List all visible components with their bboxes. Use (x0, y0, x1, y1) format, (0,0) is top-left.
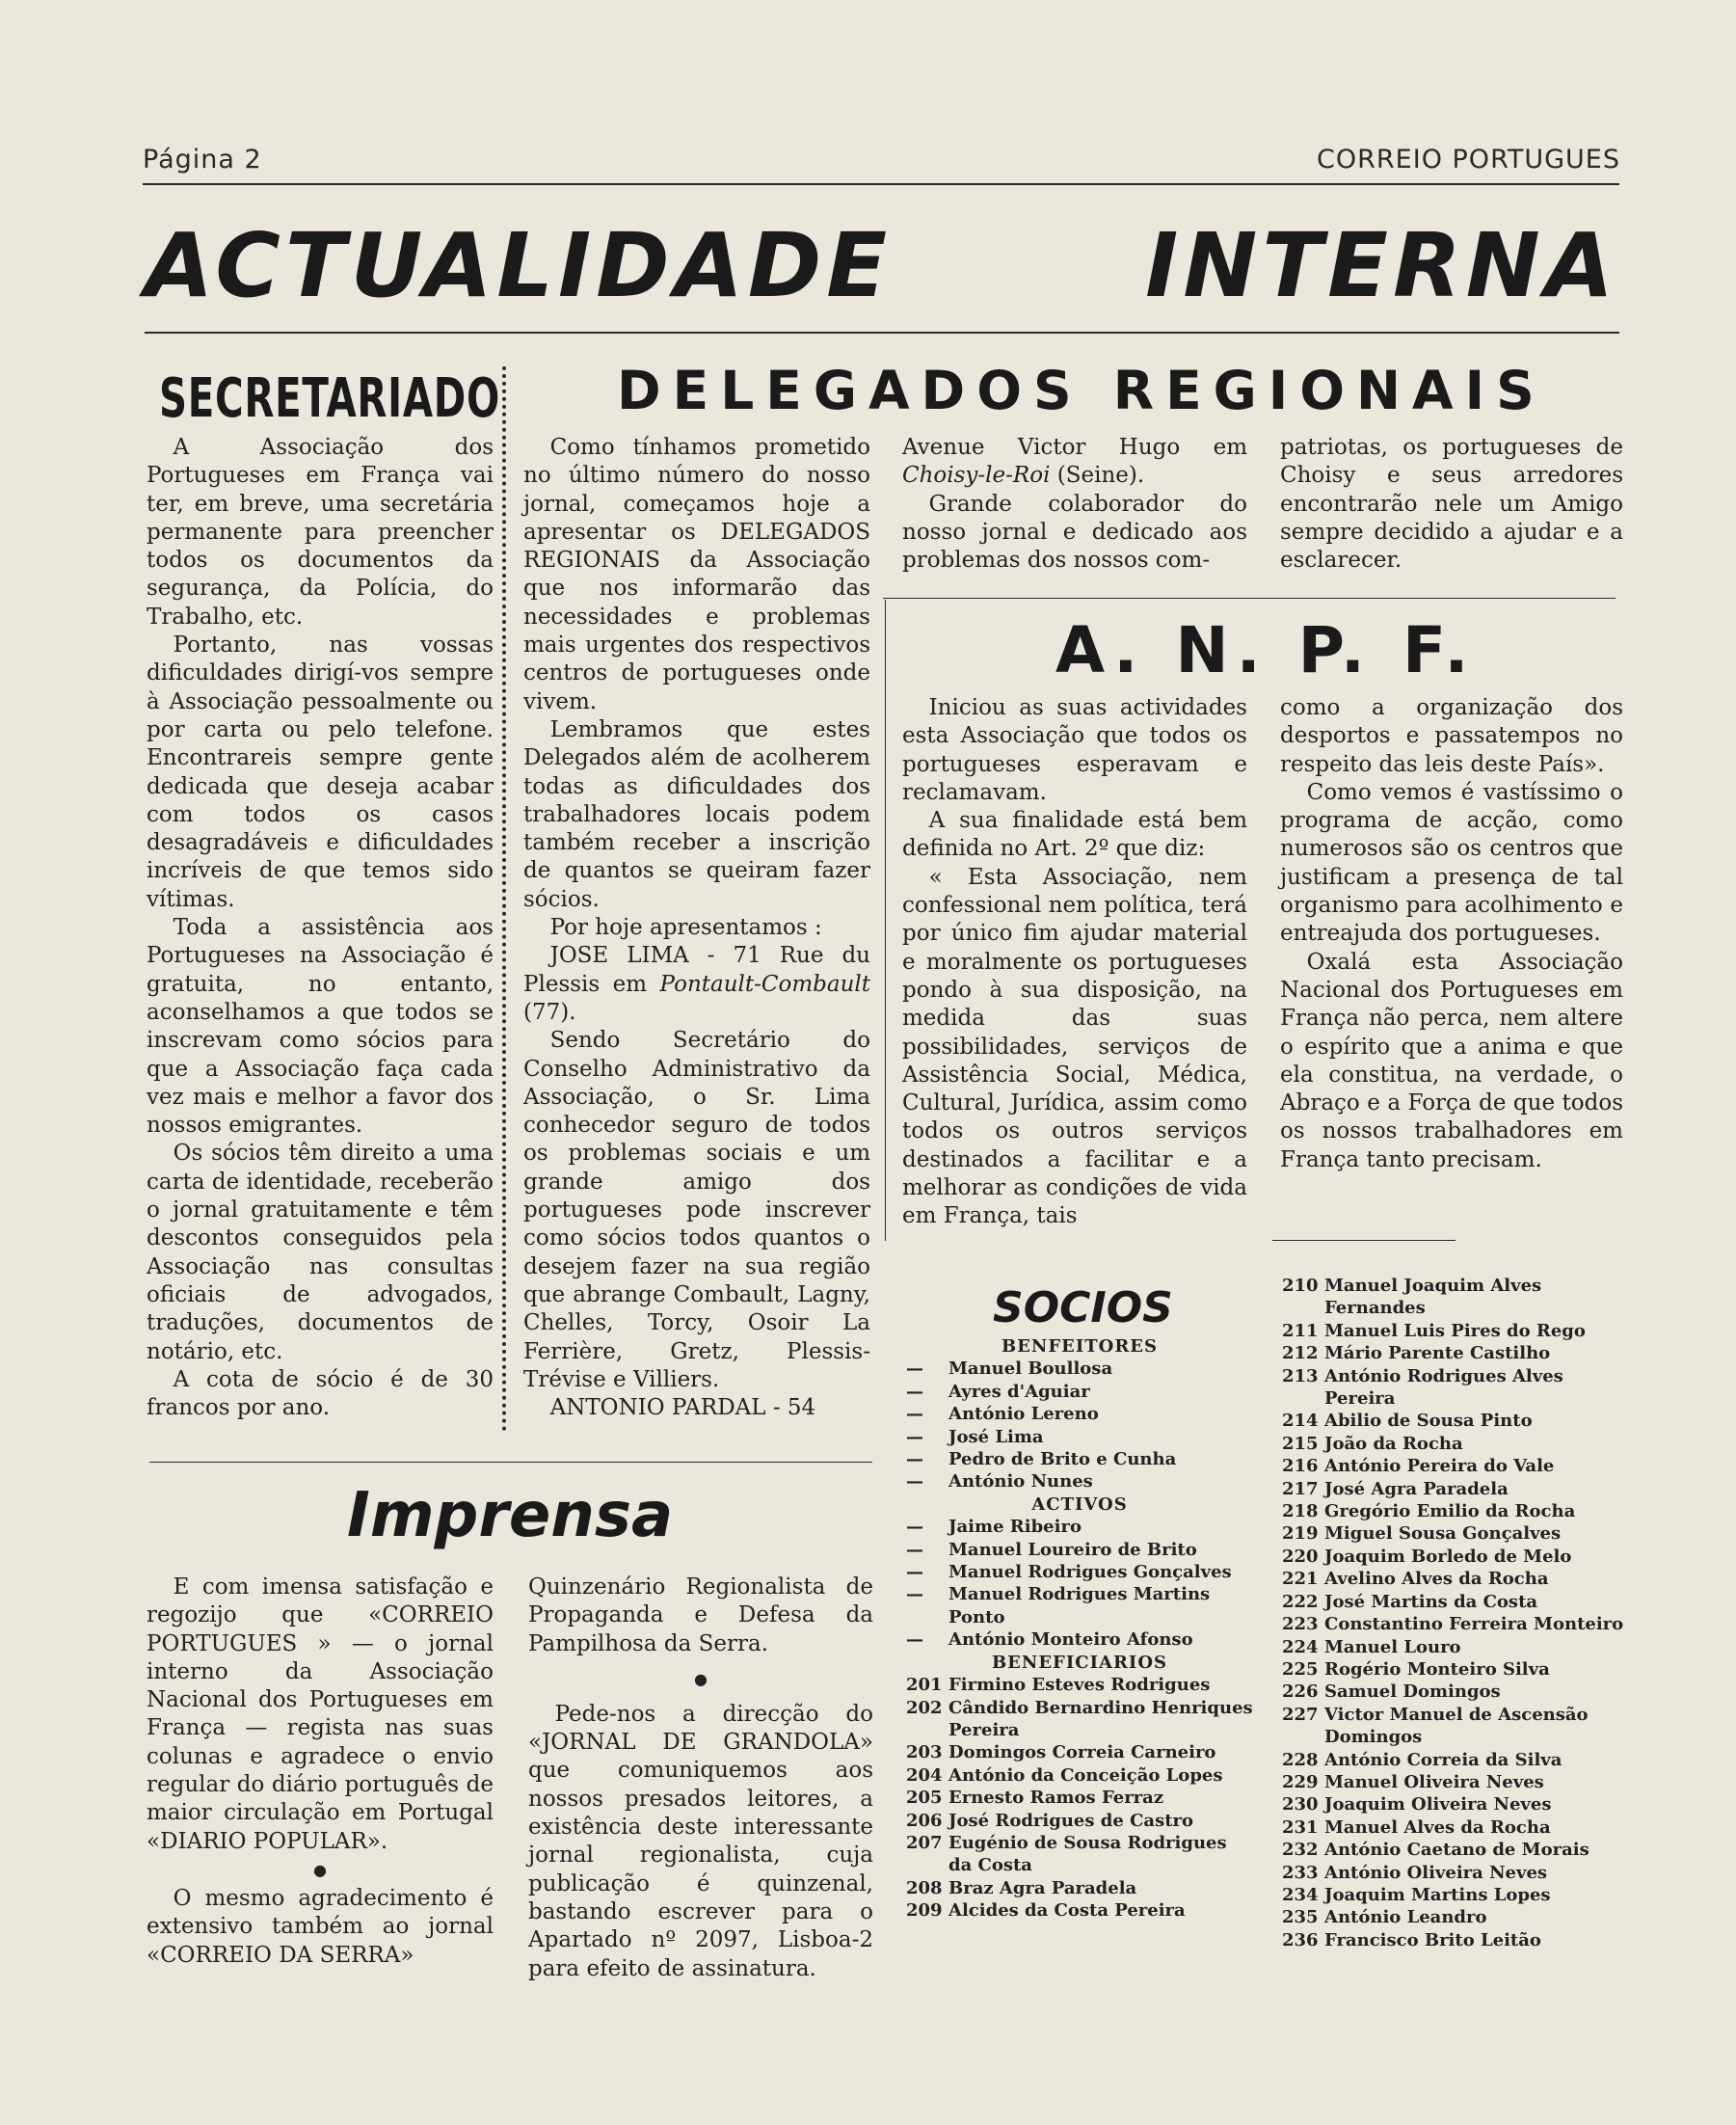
member-name: Manuel Alves da Rocha (1324, 1816, 1551, 1838)
secretariado-paragraph: Toda a assistência aos Portugueses na Associação é gratuita, no entanto, aconselhamos a que todos se inscrevam como sócios para que a Associação faça cada vez mais e melhor a favor dos nossos emigrantes. (147, 915, 494, 1139)
member-name: Ayres d'Aguiar (948, 1381, 1090, 1402)
member-row (906, 1787, 1253, 1809)
member-number: — (906, 1381, 923, 1402)
member-number: — (906, 1404, 923, 1425)
member-number: — (906, 1426, 923, 1447)
member-number: — (906, 1517, 923, 1538)
member-name: Constantino Ferreira Monteiro (1324, 1614, 1624, 1635)
member-name: José Rodrigues de Castro (948, 1810, 1194, 1831)
member-name: António Leandro (1324, 1907, 1487, 1928)
anpf-heading: A. N. P. F. (1055, 613, 1477, 687)
member-name: José Lima (948, 1426, 1044, 1447)
member-number: 229 (1282, 1771, 1319, 1792)
delegados-bottom-rule (883, 598, 1616, 599)
column-separator (502, 366, 506, 1432)
anpf-paragraph: Oxalá esta Associação Nacional dos Portugueses em França não perca, nem altere o espírito que a anima e que ela constitua, na verdade, o Abraço e a Força de que todos os nossos trabalhadores em França tanto precisam. (1280, 949, 1623, 1172)
delegate-address: JOSE LIMA - 71 Rue du Plessis em (523, 943, 870, 997)
member-name: Joaquim Martins Lopes (1324, 1884, 1551, 1905)
member-row (1282, 1793, 1629, 1816)
member-row (1282, 1320, 1629, 1342)
delegados-column-1 (523, 434, 870, 1422)
member-number: 205 (906, 1788, 943, 1809)
member-row (906, 1403, 1253, 1425)
member-number: 204 (906, 1764, 943, 1786)
member-name: Braz Agra Paradela (948, 1877, 1137, 1898)
member-row (1282, 1546, 1629, 1568)
member-row (1282, 1568, 1629, 1590)
delegados-paragraph (523, 942, 870, 1027)
member-name: António Lereno (948, 1404, 1099, 1425)
anpf-paragraph: Como vemos é vastíssimo o programa de acção, como numerosos são os centros que justificam a presença de tal organismo para acolhimento e entreajuda dos portugueses. (1280, 779, 1623, 947)
delegados-paragraph: Como tínhamos prometido no último número do nosso jornal, começamos hoje a apresentar os DELEGADOS REGIONAIS da Associação que nos informarão das necessidades e problemas mais urgentes dos respectivos centros de portugueses onde vivem. (523, 435, 870, 714)
member-row (906, 1448, 1253, 1470)
member-name: Domingos Correia Carneiro (948, 1742, 1216, 1763)
member-name: Gregório Emilio da Rocha (1324, 1501, 1576, 1522)
secretariado-heading: SECRETARIADO (159, 367, 500, 430)
member-row (1282, 1929, 1629, 1951)
member-name: Samuel Domingos (1324, 1681, 1501, 1703)
imprensa-column-1 (147, 1574, 494, 1970)
anpf-paragraph: « Esta Associação, nem confessional nem política, terá por único fim ajudar material e moralmente os portugueses pondo à sua disposição, na medida das suas possibilidades, serviços de Assistência Social, Médica, Cultural, Jurídica, assim como todos os outros serviços destinados a facilitar e a melhorar as condições de vida em França, tais (902, 864, 1247, 1229)
delegados-column-2 (902, 434, 1247, 575)
member-row (1282, 1342, 1629, 1364)
member-name: Cândido Bernardino Henriques Pereira (948, 1697, 1253, 1740)
member-number: 207 (906, 1832, 943, 1853)
member-row (1282, 1771, 1629, 1793)
member-row (906, 1561, 1253, 1583)
title-actualidade: ACTUALIDADE (145, 214, 893, 317)
member-name: Rogério Monteiro Silva (1324, 1658, 1550, 1680)
member-row (1282, 1681, 1629, 1703)
member-number: 202 (906, 1697, 943, 1718)
delegate-department: (77). (523, 999, 576, 1025)
member-number: — (906, 1562, 923, 1583)
member-number: 226 (1282, 1681, 1319, 1703)
member-number: 206 (906, 1810, 943, 1831)
member-name: João da Rocha (1324, 1433, 1463, 1454)
member-name: Manuel Joaquim Alves Fernandes (1324, 1276, 1542, 1319)
delegados-paragraph: Grande colaborador do nosso jornal e dedicado aos problemas dos nossos com- (902, 491, 1247, 574)
member-name: Manuel Rodrigues Gonçalves (948, 1562, 1232, 1583)
delegados-paragraph: ANTONIO PARDAL - 54 (549, 1395, 816, 1421)
member-number: 218 (1282, 1501, 1319, 1522)
member-number: 221 (1282, 1569, 1319, 1590)
secretariado-paragraph: Os sócios têm direito a uma carta de identidade, receberão o jornal gratuitamente e têm descontos conseguidos pela Associação nas consultas oficiais de advogados, traduções, documentos de notário, etc. (147, 1141, 494, 1364)
member-row (906, 1470, 1253, 1493)
member-row (1282, 1636, 1629, 1658)
member-row (1282, 1704, 1629, 1749)
member-row (1282, 1658, 1629, 1681)
imprensa-paragraph: Quinzenário Regionalista de Propaganda e Defesa da Pampilhosa da Serra. (528, 1574, 873, 1656)
member-number: — (906, 1629, 923, 1651)
member-name: António Correia da Silva (1324, 1749, 1562, 1770)
member-row (1282, 1455, 1629, 1477)
newspaper-name: CORREIO PORTUGUES (1317, 145, 1620, 175)
member-number: 235 (1282, 1907, 1319, 1928)
imprensa-top-rule (149, 1462, 872, 1463)
benfeitores-list (906, 1358, 1253, 1493)
secretariado-paragraph: Portanto, nas vossas dificuldades dirigí-vos sempre à Associação pessoalmente ou por carta ou pelo telefone. Encontrareis sempre gente dedicada que deseja acabar com todos os casos desagradáveis e dificuldades incríveis de que temos sido vítimas. (147, 632, 494, 912)
member-row (906, 1583, 1253, 1628)
page-number: Página 2 (143, 145, 262, 175)
member-number: 209 (906, 1900, 943, 1922)
member-number: 228 (1282, 1749, 1319, 1770)
bullet: ● (313, 1860, 327, 1879)
member-name: Victor Manuel de Ascensão Domingos (1324, 1704, 1589, 1748)
delegate-department: (Seine). (1056, 463, 1145, 489)
member-row (906, 1516, 1253, 1538)
member-row (1282, 1884, 1629, 1906)
beneficiarios-label: BENEFICIARIOS (991, 1652, 1168, 1673)
member-number: 210 (1282, 1276, 1319, 1296)
secretariado-paragraph: A cota de sócio é de 30 francos por ano. (147, 1366, 494, 1421)
member-number: 201 (906, 1675, 943, 1696)
member-number: 219 (1282, 1523, 1319, 1545)
member-name: Abilio de Sousa Pinto (1324, 1411, 1533, 1432)
member-number: 212 (1282, 1343, 1319, 1364)
delegados-paragraph: Lembramos que estes Delegados além de acolherem todas as dificuldades dos trabalhadores locais podem também receber a inscrição de quantos se queiram fazer sócios. (523, 716, 870, 912)
member-number: — (906, 1471, 923, 1493)
imprensa-paragraph: Pede-nos a direcção do «JORNAL DE GRANDOLA» que comuniquemos aos nossos presados leitores, a existência deste interessante jornal regionalista, cuja publicação é quinzenal, bastando escrever para o Apartado nº 2097, Lisboa-2 para efeito de assinatura. (528, 1701, 873, 1981)
member-row (1282, 1816, 1629, 1839)
member-name: Manuel Luis Pires do Rego (1324, 1320, 1586, 1341)
activos-list (906, 1516, 1253, 1651)
member-name: Manuel Rodrigues Martins Ponto (948, 1584, 1211, 1627)
anpf-left-rule (885, 600, 886, 1241)
member-row (906, 1381, 1253, 1403)
member-name: Joaquim Oliveira Neves (1324, 1794, 1552, 1816)
member-row (1282, 1749, 1629, 1771)
member-name: António Caetano de Morais (1324, 1840, 1589, 1861)
member-number: 208 (906, 1877, 943, 1898)
member-number: — (906, 1449, 923, 1470)
delegados-paragraph: Por hoje apresentamos : (549, 915, 822, 941)
member-row (1282, 1906, 1629, 1928)
member-name: Manuel Louro (1324, 1636, 1461, 1657)
member-name: Manuel Loureiro de Brito (948, 1539, 1197, 1560)
member-number: — (906, 1539, 923, 1560)
member-number: 214 (1282, 1411, 1319, 1432)
delegate-address: Avenue Victor Hugo em (902, 435, 1247, 460)
member-row (1282, 1433, 1629, 1455)
socios-right-list (1282, 1275, 1629, 1951)
member-row (906, 1628, 1253, 1651)
member-number: 225 (1282, 1658, 1319, 1680)
member-number: 222 (1282, 1591, 1319, 1612)
member-name: António Oliveira Neves (1324, 1862, 1548, 1883)
member-row (906, 1426, 1253, 1448)
member-name: Miguel Sousa Gonçalves (1324, 1523, 1562, 1545)
member-name: António Rodrigues Alves Pereira (1324, 1365, 1563, 1410)
member-row (1282, 1275, 1629, 1320)
beneficiarios-list-continued (1282, 1275, 1629, 1951)
bullet: ● (694, 1669, 708, 1688)
member-row (906, 1358, 1253, 1380)
member-row (906, 1832, 1253, 1877)
member-row (906, 1697, 1253, 1742)
socios-heading: SOCIOS (993, 1283, 1173, 1332)
member-name: Manuel Oliveira Neves (1324, 1771, 1544, 1792)
member-number: 234 (1282, 1884, 1319, 1905)
benfeitores-label: BENFEITORES (1001, 1336, 1159, 1357)
anpf-bottom-rule (1272, 1240, 1456, 1241)
delegados-column-3 (1280, 434, 1623, 575)
member-row (1282, 1839, 1629, 1861)
anpf-paragraph: Iniciou as suas actividades esta Associação que todos os portugueses esperavam e reclamavam. (902, 695, 1247, 805)
member-row (906, 1674, 1253, 1696)
member-name: Avelino Alves da Rocha (1324, 1569, 1549, 1590)
member-row (906, 1764, 1253, 1787)
secretariado-paragraph: A Associação dos Portugueses em França vai ter, em breve, uma secretária permanente para preencher todos os documentos da segurança, da Polícia, do Trabalho, etc. (147, 435, 494, 630)
member-row (1282, 1862, 1629, 1884)
member-row (906, 1899, 1253, 1922)
member-row (1282, 1410, 1629, 1432)
member-name: Ernesto Ramos Ferraz (948, 1788, 1164, 1809)
member-name: Alcides da Costa Pereira (948, 1900, 1186, 1922)
secretariado-body (147, 434, 494, 1422)
delegados-paragraph: Sendo Secretário do Conselho Administrativo da Associação, o Sr. Lima conhecedor seguro de todos os problemas sociais e um grande amigo dos portugueses pode inscrever como sócios todos quantos o desejem fazer na sua região que abrange Combault, Lagny, Chelles, Torcy, Osoir La Ferrière, Gretz, Plessis-Trévise e Villiers. (523, 1028, 870, 1392)
member-name: António Pereira do Vale (1324, 1456, 1555, 1477)
member-row (1282, 1478, 1629, 1500)
member-number: 231 (1282, 1816, 1319, 1838)
delegados-paragraph: patriotas, os portugueses de Choisy e seus arredores encontrarão nele um Amigo sempre decidido a ajudar e a esclarecer. (1280, 435, 1623, 574)
member-name: Jaime Ribeiro (948, 1517, 1082, 1538)
delegate-town: Pontault-Combault (659, 971, 870, 997)
anpf-paragraph: como a organização dos desportos e passatempos no respeito das leis deste País». (1280, 695, 1623, 777)
beneficiarios-list (906, 1674, 1253, 1922)
member-row (906, 1539, 1253, 1561)
member-number: — (906, 1358, 923, 1380)
member-number: 215 (1282, 1433, 1319, 1454)
member-number: 220 (1282, 1546, 1319, 1567)
imprensa-paragraph: E com imensa satisfação e regozijo que «CORREIO PORTUGUES » — o jornal interno da Associação Nacional dos Portugueses em França — regista nas suas colunas e agradece o envio regular do diário português de maior circulação em Portugal «DIARIO POPULAR». (147, 1574, 494, 1854)
delegados-paragraph (902, 434, 1247, 491)
member-number: 217 (1282, 1478, 1319, 1499)
member-number: 211 (1282, 1320, 1319, 1341)
member-name: António da Conceição Lopes (948, 1764, 1223, 1786)
imprensa-heading: Imprensa (347, 1480, 674, 1551)
member-name: José Martins da Costa (1324, 1591, 1538, 1612)
member-name: José Agra Paradela (1324, 1478, 1509, 1499)
member-row (1282, 1613, 1629, 1635)
anpf-column-2 (1280, 694, 1623, 1174)
imprensa-paragraph: O mesmo agradecimento é extensivo também ao jornal «CORREIO DA SERRA» (147, 1885, 494, 1968)
member-row (906, 1810, 1253, 1832)
member-number: 224 (1282, 1636, 1319, 1657)
member-name: Firmino Esteves Rodrigues (948, 1675, 1211, 1696)
delegados-heading: DELEGADOS REGIONAIS (617, 360, 1546, 421)
member-name: Eugénio de Sousa Rodrigues da Costa (948, 1832, 1227, 1876)
member-number: 236 (1282, 1929, 1319, 1950)
member-name: Manuel Boullosa (948, 1358, 1113, 1380)
member-number: 233 (1282, 1862, 1319, 1883)
imprensa-column-2 (528, 1574, 873, 1983)
member-row (1282, 1591, 1629, 1613)
member-name: António Nunes (948, 1471, 1093, 1493)
anpf-column-1 (902, 694, 1247, 1231)
title-interna: INTERNA (1145, 214, 1618, 317)
member-row (1282, 1365, 1629, 1411)
member-name: Francisco Brito Leitão (1324, 1929, 1541, 1950)
member-row (906, 1741, 1253, 1763)
socios-left-list (906, 1335, 1253, 1923)
member-number: 213 (1282, 1365, 1319, 1386)
member-number: 230 (1282, 1794, 1319, 1816)
member-number: — (906, 1584, 923, 1605)
member-number: 227 (1282, 1704, 1319, 1725)
member-number: 223 (1282, 1614, 1319, 1635)
member-name: António Monteiro Afonso (948, 1629, 1193, 1651)
header-rule (143, 183, 1619, 185)
activos-label: ACTIVOS (1031, 1493, 1128, 1515)
member-name: Pedro de Brito e Cunha (948, 1449, 1177, 1470)
member-row (906, 1877, 1253, 1899)
member-number: 216 (1282, 1456, 1319, 1477)
anpf-paragraph: A sua finalidade está bem definida no Art. 2º que diz: (902, 808, 1247, 862)
member-number: 232 (1282, 1840, 1319, 1861)
member-name: Joaquim Borledo de Melo (1324, 1546, 1572, 1567)
member-row (1282, 1522, 1629, 1545)
member-name: Mário Parente Castilho (1324, 1343, 1551, 1364)
title-rule (145, 332, 1619, 334)
delegate-town: Choisy-le-Roi (902, 463, 1051, 489)
member-row (1282, 1500, 1629, 1522)
member-number: 203 (906, 1742, 943, 1763)
